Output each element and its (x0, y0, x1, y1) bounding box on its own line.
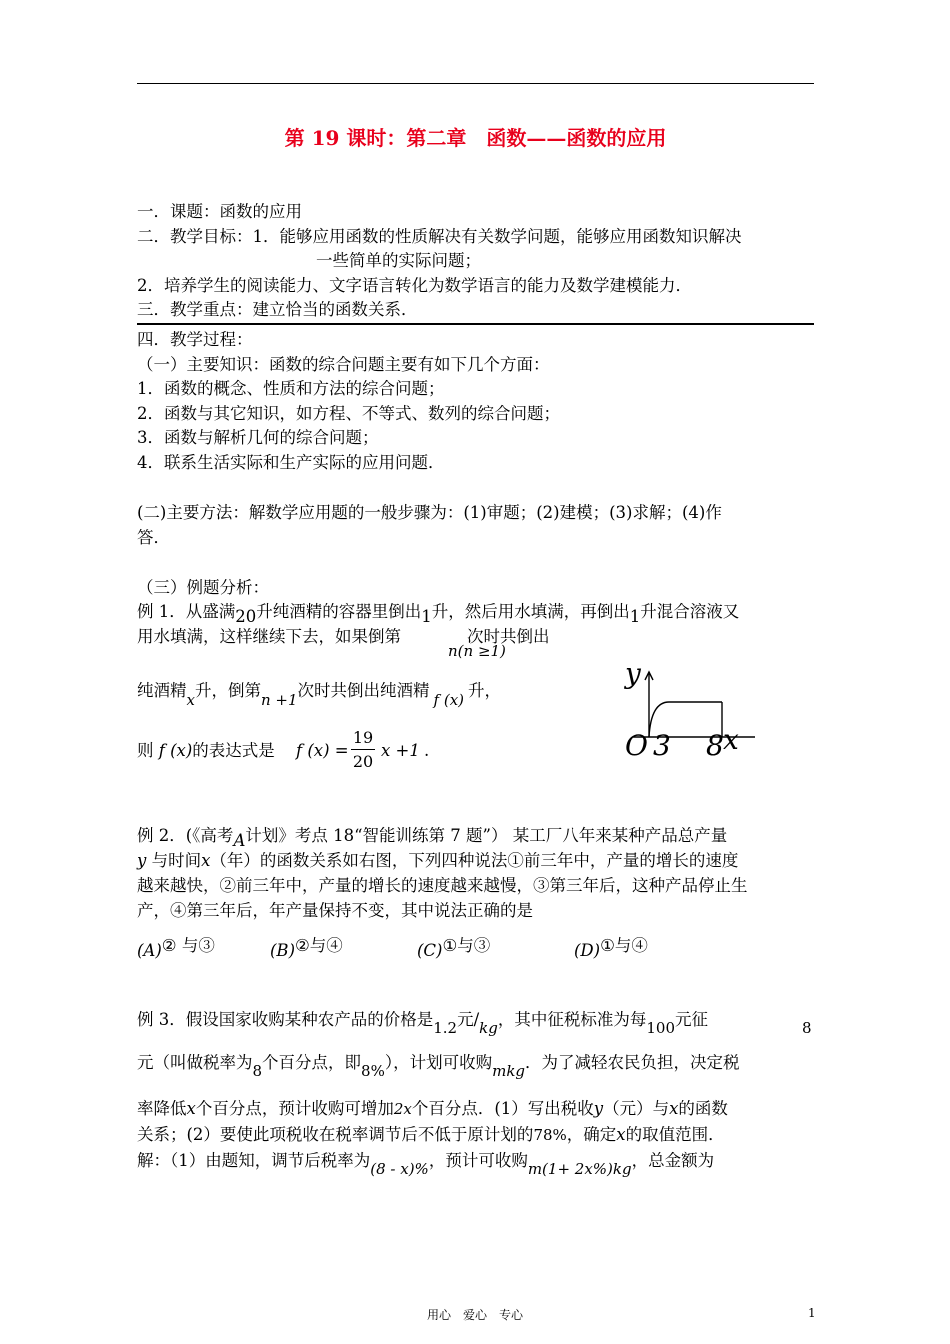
number: 78% (533, 1126, 567, 1144)
text: 元（叫做税率为 (137, 1053, 253, 1072)
math-expr: mkg (492, 1062, 526, 1080)
header-rule (137, 83, 814, 84)
production-graph (615, 655, 785, 760)
text: 的表达式是 (192, 741, 275, 760)
math-expr: f (x) (158, 741, 193, 760)
number: 1 (421, 607, 432, 626)
text-line: 产，④第三年后，年产量保持不变，其中说法正确的是 (137, 901, 533, 920)
math-var: x (186, 1099, 196, 1118)
example-3-line-3 (137, 1098, 728, 1120)
text: 例 1．从盛满 (137, 602, 236, 621)
text-line: 2．函数与其它知识，如方程、不等式、数列的综合问题； (137, 404, 560, 423)
option-text: ①与③ (442, 936, 491, 955)
text: 关系；(2）要使此项税收在税率调节后不低于原计划的 (137, 1125, 534, 1144)
option-b (270, 935, 343, 960)
text-line: （一）主要知识：函数的综合问题主要有如下几个方面： (137, 355, 550, 374)
fraction-numerator: 19 (352, 728, 374, 747)
text: 率降低 (137, 1099, 187, 1118)
text: ，预计可收购 (428, 1151, 528, 1170)
text-line: 越来越快，②前三年中，产量的增长的速度越来越慢，③第三年后，这种产品停止生 (137, 876, 748, 895)
example-1-line-3 (137, 680, 501, 709)
text: 个百分点．(1）写出税收 (411, 1099, 594, 1118)
text: 计划》考点 18“智能训练第 7 题”） 某工厂八年来某种产品总产量 (245, 826, 728, 845)
math-var: x (616, 1125, 626, 1144)
fraction-denominator: 20 (352, 752, 374, 771)
number: 100 (646, 1019, 676, 1037)
example-2-line-2 (137, 850, 738, 872)
text: 升混合溶液又 (640, 602, 740, 621)
text-line: 答． (137, 528, 170, 547)
text: 升纯酒精的容器里倒出 (256, 602, 422, 621)
text-line: （三）例题分析： (137, 578, 269, 597)
text-line: 3．函数与解析几何的综合问题； (137, 428, 379, 447)
number: 8 (802, 1019, 812, 1037)
option-letter: (C) (417, 941, 443, 960)
example-2-line-1 (137, 825, 728, 850)
text-line: (二)主要方法：解数学应用题的一般步骤为：(1)审题；(2)建模；(3)求解；(4)作 (137, 503, 722, 522)
example-1-line-4 (137, 740, 275, 762)
page-title: 第 19 课时：第二章 函数——函数的应用 (284, 126, 667, 150)
option-d (574, 935, 648, 960)
number: 8% (361, 1062, 385, 1080)
unit: kg (479, 1019, 498, 1037)
text: （元）与 (603, 1099, 670, 1118)
text: 解：（1）由题知，调节后税率为 (137, 1151, 371, 1170)
text: ，其中征税标准为每 (497, 1010, 647, 1029)
text: 个百分点，预计收购可增加 (195, 1099, 394, 1118)
text: 例 3．假设国家收购某种农产品的价格是 (137, 1010, 434, 1029)
option-letter: (A) (137, 941, 162, 960)
text: （年）的函数关系如右图，下列四种说法①前三年中，产量的增长的速度 (210, 851, 739, 870)
option-letter: (B) (270, 941, 295, 960)
math-var: x (669, 1099, 679, 1118)
math-var: x (186, 691, 195, 709)
text: ．为了减轻农民负担，决定税 (525, 1053, 740, 1072)
option-c (417, 935, 491, 960)
option-text: ①与④ (600, 936, 648, 955)
math-var: A (233, 831, 246, 850)
example-3-line-4 (137, 1124, 725, 1146)
math-var: y (593, 1099, 604, 1118)
text: 则 (137, 741, 154, 760)
text: 个百分点，即 (262, 1053, 362, 1072)
text: ），计划可收购 (384, 1053, 493, 1072)
text: 次时共倒出 (467, 627, 550, 646)
text: 的函数 (678, 1099, 728, 1118)
text-line: 2．培养学生的阅读能力、文字语言转化为数学语言的能力及数学建模能力． (137, 276, 692, 295)
example-3-line-5 (137, 1150, 715, 1178)
origin-label: O (625, 729, 648, 760)
number: 8 (252, 1062, 263, 1080)
math-expr: x +1 (381, 741, 420, 760)
x-axis-label: x (723, 723, 739, 756)
text: 元/ (457, 1010, 480, 1029)
text: ，总金额为 (631, 1151, 715, 1170)
math-expr: m(1+ 2x%)kg (527, 1160, 632, 1178)
text-line: 三．教学重点：建立恰当的函数关系． (137, 300, 418, 319)
math-expr: f (x) (433, 691, 464, 709)
page-number: 1 (808, 1306, 816, 1320)
text-line: 一些简单的实际问题； (316, 251, 481, 270)
tick-label: 8 (706, 729, 724, 760)
text: . (424, 741, 430, 760)
text-line: 四．教学过程： (137, 330, 253, 349)
text: 元征 (675, 1010, 709, 1029)
option-text: ②与④ (295, 936, 343, 955)
option-a (137, 935, 215, 960)
text-line: 一．课题：函数的应用 (137, 202, 302, 221)
number: 20 (235, 607, 257, 626)
tick-label: 3 (653, 729, 671, 760)
math-expr: (8 - x)% (370, 1160, 429, 1178)
text: 升，倒第 (194, 681, 261, 700)
section-rule (137, 323, 814, 325)
example-3-line-1 (137, 1009, 709, 1037)
text: 与时间 (146, 851, 202, 870)
text: 纯酒精 (137, 681, 187, 700)
number: 1 (629, 607, 641, 626)
text-line: 4．联系生活实际和生产实际的应用问题． (137, 453, 445, 472)
option-letter: (D) (574, 941, 601, 960)
math-expr: f (x) = (296, 741, 349, 760)
example-3-line-2 (137, 1052, 740, 1080)
math-var: y (137, 851, 147, 870)
math-expr: n +1 (260, 691, 298, 709)
fraction-bar (351, 749, 375, 750)
text: 升，然后用水填满，再倒出 (431, 602, 630, 621)
text: 例 2．(《高考 (137, 826, 234, 845)
footer-text: 用心 爱心 专心 (426, 1308, 523, 1322)
text-line: 1．函数的概念、性质和方法的综合问题； (137, 379, 445, 398)
example-1-line-1 (137, 601, 740, 626)
text: 的取值范围． (625, 1125, 725, 1144)
math-var: x (201, 851, 211, 870)
math-expr: n(n ≥1) (448, 642, 506, 660)
option-text: ② 与③ (161, 936, 215, 955)
number: 1.2 (433, 1019, 458, 1037)
text: ，确定 (566, 1125, 617, 1144)
text-line: 二．教学目标：1．能够应用函数的性质解决有关数学问题，能够应用函数知识解决 (137, 227, 742, 246)
text: 升， (468, 681, 501, 700)
math-expr: 2x (393, 1100, 412, 1118)
y-axis-label: y (625, 657, 641, 690)
text: 用水填满，这样继续下去，如果倒第 (137, 627, 401, 646)
text: 次时共倒出纯酒精 (297, 681, 430, 700)
